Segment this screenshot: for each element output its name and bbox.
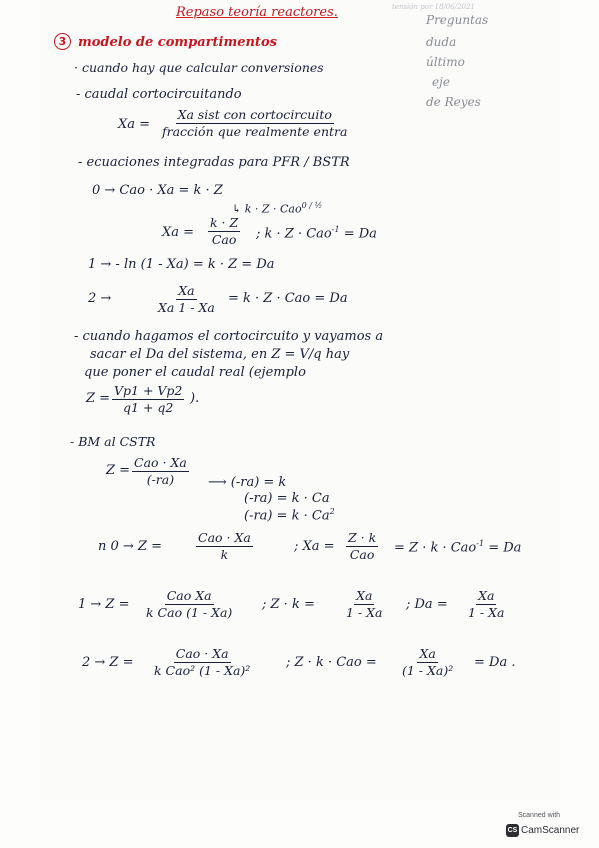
n1-label: 1 → Z =	[78, 597, 130, 612]
margin-note-2: duda	[426, 35, 457, 49]
cstr-rate-1: (-ra) = k · Ca	[244, 491, 330, 506]
n0-label: n 0 → Z =	[98, 539, 162, 554]
n1-denominator: k Cao (1 - Xa)	[146, 605, 233, 621]
n2-mid-fraction	[400, 647, 455, 679]
order0-xa-label: Xa =	[162, 225, 195, 240]
order2-rhs: = k · Z · Cao = Da	[228, 291, 348, 306]
n1-mid-label: ; Z · k =	[262, 597, 315, 612]
n2-end: = Da .	[474, 655, 516, 670]
order0-rhs-text: ; k · Z · Cao	[256, 226, 332, 242]
tau-fraction	[112, 384, 184, 416]
tau-close: ).	[190, 391, 200, 406]
order1-equation: 1 → - ln (1 - Xa) = k · Z = Da	[88, 257, 275, 272]
note-line-bm: - BM al CSTR	[70, 434, 156, 449]
tau-numerator: Vp1 + Vp2	[112, 384, 184, 400]
order0-subnote	[232, 202, 322, 215]
n2-numerator: Cao · Xa	[174, 647, 231, 663]
n0-rhs-end: = Da	[488, 540, 522, 556]
margin-note-4: eje	[432, 75, 450, 89]
n0-numerator: Cao · Xa	[196, 531, 253, 547]
n1-rhs-numerator: Xa	[476, 589, 496, 605]
order2-fraction	[156, 284, 217, 316]
cstr-rate-2-text: (-ra) = k · Ca	[244, 508, 330, 524]
xa-denominator: fracción que realmente entra	[162, 124, 348, 140]
n0-rhs-exp: -1	[476, 539, 485, 548]
tau-label: Z =	[86, 391, 111, 406]
n1-rhs-label: ; Da =	[406, 597, 448, 612]
n1-mid-numerator: Xa	[354, 589, 374, 605]
note-line-conversions: · cuando hay que calcular conversiones	[74, 60, 324, 75]
tau-denominator: q1 + q2	[123, 400, 174, 416]
section-heading: modelo de compartimentos	[78, 35, 277, 50]
order0-numerator: k · Z	[208, 216, 240, 232]
camscanner-brand: CamScanner	[521, 825, 580, 836]
order0-subnote-text: ↳ k · Z · Cao	[232, 202, 302, 216]
n1-mid-fraction	[344, 589, 384, 621]
note-line-bypass: - caudal cortocircuitando	[76, 87, 242, 102]
cstr-denominator: (-ra)	[146, 472, 175, 488]
order0-fraction	[208, 216, 240, 248]
section-number-circle: 3	[54, 33, 71, 50]
n0-denominator: k	[220, 547, 229, 563]
n0-mid-fraction	[346, 531, 378, 563]
margin-note-3: último	[426, 55, 465, 69]
xa-numerator: Xa sist con cortocircuito	[176, 108, 334, 124]
n2-fraction	[152, 647, 252, 679]
order0-rhs-end: = Da	[343, 226, 377, 242]
n2-mid-numerator: Xa	[417, 647, 437, 663]
cstr-rate-2-exp: 2	[329, 507, 335, 516]
n2-mid-denominator: (1 - Xa)²	[402, 663, 454, 679]
cstr-rate-2	[244, 508, 335, 522]
xa-fraction	[160, 108, 349, 140]
note-line-bypass-3: que poner el caudal real (ejemplo	[84, 365, 306, 380]
order2-label: 2 →	[88, 291, 112, 306]
n1-mid-denominator: 1 - Xa	[346, 605, 383, 621]
n0-rhs	[394, 540, 521, 554]
order0-rhs-exp: -1	[331, 225, 340, 234]
n2-denominator: k Cao² (1 - Xa)²	[154, 663, 251, 679]
n2-mid-label: ; Z · k · Cao =	[286, 655, 377, 670]
n1-rhs-fraction	[466, 589, 506, 621]
camscanner-logo	[506, 823, 582, 838]
order0-subnote-exp: 0 / ½	[301, 201, 323, 210]
scanned-with-label: Scanned with	[518, 812, 561, 819]
n0-mid-numerator: Z · k	[346, 531, 378, 547]
margin-note-1: Preguntas	[426, 13, 489, 27]
order2-numerator: Xa	[176, 284, 196, 300]
cstr-rate-0: ⟶ (-ra) = k	[208, 475, 287, 490]
xa-label: Xa =	[118, 117, 151, 132]
n0-fraction	[196, 531, 253, 563]
cstr-fraction	[132, 456, 189, 488]
n0-mid-denominator: Cao	[349, 547, 375, 563]
cstr-z-label: Z =	[106, 463, 131, 478]
n0-rhs-text: = Z · k · Cao	[394, 540, 477, 556]
note-line-integrated: - ecuaciones integradas para PFR / BSTR	[78, 155, 350, 170]
n1-fraction	[144, 589, 234, 621]
order0-equation: 0 → Cao · Xa = k · Z	[92, 183, 223, 198]
order0-denominator: Cao	[211, 232, 237, 248]
cstr-numerator: Cao · Xa	[132, 456, 189, 472]
note-line-bypass-2: sacar el Da del sistema, en Z = V/q hay	[90, 347, 350, 362]
n0-mid-label: ; Xa =	[294, 539, 335, 554]
n2-label: 2 → Z =	[82, 655, 134, 670]
camscanner-watermark	[504, 812, 582, 840]
margin-note-5: de Reyes	[426, 95, 481, 109]
faint-header-note: tensión por 18/06/2021	[392, 3, 475, 11]
order2-denominator: Xa 1 - Xa	[158, 300, 215, 316]
camscanner-icon: CS	[506, 824, 519, 837]
n1-rhs-denominator: 1 - Xa	[468, 605, 505, 621]
order0-rhs	[256, 226, 377, 240]
page-title: Repaso teoría reactores.	[176, 5, 338, 20]
note-line-bypass-1: - cuando hagamos el cortocircuito y vayamos a	[74, 329, 384, 344]
n1-numerator: Cao Xa	[165, 589, 214, 605]
